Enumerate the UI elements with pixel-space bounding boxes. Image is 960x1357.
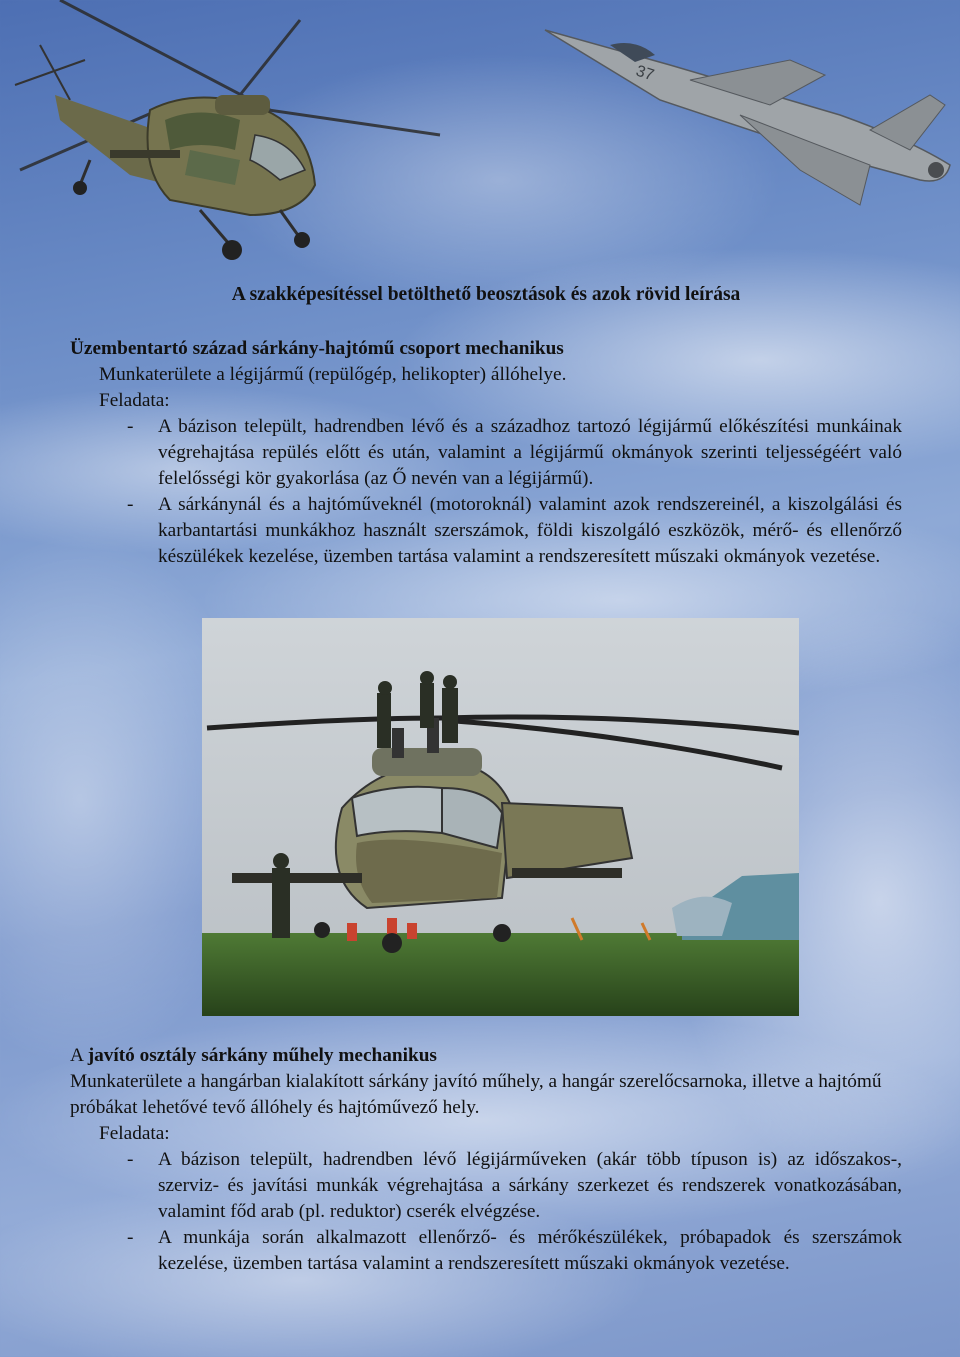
section-1 (70, 336, 902, 570)
section-2-task-1-text: A bázison települt, hadrendben lévő légijárműveken (akár több típuson is) az időszakos-, szerviz- és javítási munkák végrehajtása a sárkány szerkezet és rendszerek vonatkozásában, valamint főd arab (pl. reduktor) cserék elvégzése. (158, 1149, 902, 1222)
page-title: A szakképesítéssel betölthető beosztások és azok rövid leírása (231, 284, 741, 305)
section-1-task-1 (70, 414, 902, 492)
bullet-dash: - (127, 1227, 134, 1248)
section-2-heading-line (70, 1043, 902, 1069)
section-2-heading: javító osztály sárkány műhely mechanikus (87, 1045, 437, 1066)
section-2-tasks-label: Feladata: (99, 1123, 170, 1144)
section-2 (70, 1043, 902, 1277)
section-1-task-2-text: A sárkánynál és a hajtóműveknél (motoroknál) valamint azok rendszereinél, a kiszolgálási és karbantartási munkákhoz használt szerszámok, földi kiszolgáló eszközök, mérő- és ellenőrző készülékek kezelése, üzemben tartása valamint a rendszeresített műszaki okmányok vezetése. (158, 494, 902, 567)
bullet-dash: - (127, 416, 134, 437)
section-1-work-area: Munkaterülete a légijármű (repülőgép, helikopter) állóhelye. (99, 364, 567, 385)
section-2-work-area (70, 1069, 902, 1121)
section-1-heading: Üzembentartó század sárkány-hajtómű csoport mechanikus (70, 338, 564, 359)
svg-text:37: 37 (633, 62, 656, 85)
section-1-task-1-text: A bázison települt, hadrendben lévő és a századhoz tartozó légijármű előkészítési munkáinak végrehajtása repülés előtt és után, valamint a légijármű okmányok szerinti teljességéért való felelősségi kör gyakorlása (az Ő nevén van a légijármű). (158, 416, 902, 489)
section-2-work-area-text: Munkaterülete a hangárban kialakított sárkány javító műhely, a hangár szerelőcsarnoka, illetve a hajtómű próbákat lehetővé tevő állóhely és hajtóművező hely. (70, 1071, 882, 1118)
helicopter-maintenance-photo (202, 618, 799, 1016)
section-2-task-2-text: A munkája során alkalmazott ellenőrző- és mérőkészülékek, próbapadok és szerszámok kezelése, üzemben tartása valamint a rendszeresített műszaki okmányok vezetése. (158, 1227, 902, 1274)
section-1-task-2 (70, 492, 902, 570)
bullet-dash: - (127, 1149, 134, 1170)
section-2-heading-prefix: A (70, 1045, 83, 1066)
section-1-tasks-label: Feladata: (99, 390, 170, 411)
helicopter-illustration (0, 0, 450, 270)
bullet-dash: - (127, 494, 134, 515)
section-2-task-2 (70, 1225, 902, 1277)
fighter-jet-illustration (540, 20, 960, 220)
section-2-task-1 (70, 1147, 902, 1225)
